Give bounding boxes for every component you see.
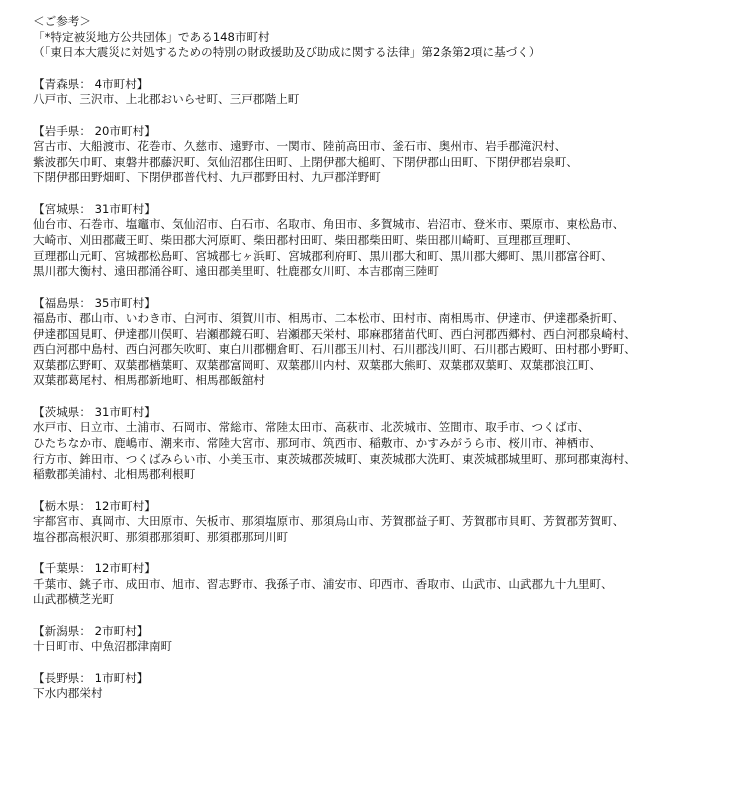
spacer [33,186,730,202]
municipality-list-line: 宮古市、大船渡市、花巻市、久慈市、遠野市、一関市、陸前高田市、釜石市、奥州市、岩手郡滝沢村、 [33,139,567,154]
municipality-list-line: 塩谷郡高根沢町、那須郡那須町、那須郡那珂川町 [33,529,289,544]
municipality-list-line: 水戸市、日立市、土浦市、石岡市、常総市、常陸太田市、高萩市、北茨城市、笠間市、取手市、つくば市、 [33,420,590,435]
prefecture-label-fukushima: 【福島県： 35市町村】 [33,295,156,310]
spacer [33,280,730,296]
spacer [33,655,730,671]
reference-heading: ＜ご参考＞ [33,14,91,28]
spacer [33,545,730,561]
municipality-list-line: 宇都宮市、真岡市、大田原市、矢板市、那須塩原市、那須烏山市、芳賀郡益子町、芳賀郡市貝町、芳賀郡芳賀町、 [33,514,625,529]
municipality-list-line: 亘理郡山元町、宮城郡松島町、宮城郡七ヶ浜町、宮城郡利府町、黒川郡大和町、黒川郡大郷町、黒川郡富谷町、 [33,248,613,263]
municipality-list-line: 西白河郡中島村、西白河郡矢吹町、東白川郡棚倉町、石川郡玉川村、石川郡浅川町、石川郡古殿町、田村郡小野町、 [33,342,636,357]
legal-basis-note: （「東日本大震災に対処するための特別の財政援助及び助成に関する法律」第2条第2項に基づく） [33,45,541,60]
municipality-list-line: 紫波郡矢巾町、東磐井郡藤沢町、気仙沼郡住田町、上閉伊郡大槌町、下閉伊郡山田町、下閉伊郡岩泉町、 [33,154,578,169]
spacer [33,108,730,124]
municipality-list-line: 行方市、鉾田市、つくばみらい市、小美玉市、東茨城郡茨城町、東茨城郡大洗町、東茨城郡城里町、那珂郡東海村、 [33,451,636,466]
prefecture-label-miyagi: 【宮城県： 31市町村】 [33,201,156,216]
spacer [33,608,730,624]
prefecture-label-tochigi: 【栃木県： 12市町村】 [33,498,156,513]
municipality-list-line: 十日町市、中魚沼郡津南町 [33,639,173,654]
municipality-list-line: 仙台市、石巻市、塩竈市、気仙沼市、白石市、名取市、角田市、多賀城市、岩沼市、登米市、栗原市、東松島市、 [33,217,625,232]
spacer [33,61,730,77]
prefecture-label-ibaraki: 【茨城県： 31市町村】 [33,404,156,419]
prefecture-label-chiba: 【千葉県： 12市町村】 [33,561,156,576]
prefecture-label-iwate: 【岩手県： 20市町村】 [33,123,156,138]
municipality-list-line: 双葉郡葛尾村、相馬郡新地町、相馬郡飯舘村 [33,373,265,388]
designated-municipalities-title: 「*特定被災地方公共団体」である148市町村 [33,29,270,44]
municipality-list-line: ひたちなか市、鹿嶋市、潮来市、常陸大宮市、那珂市、筑西市、稲敷市、かすみがうら市、桜川市、神栖市、 [33,436,602,451]
municipality-list-line: 八戸市、三沢市、上北郡おいらせ町、三戸郡階上町 [33,92,300,107]
municipality-list-line: 伊達郡国見町、伊達郡川俣町、岩瀬郡鏡石町、岩瀬郡天栄村、耶麻郡猪苗代町、西白河郡西郷村、西白河郡泉崎村、 [33,326,636,341]
spacer [33,483,730,499]
municipality-list-line: 黒川郡大衡村、遠田郡涌谷町、遠田郡美里町、牡鹿郡女川町、本吉郡南三陸町 [33,264,439,279]
spacer [33,389,730,405]
municipality-list-line: 双葉郡広野町、双葉郡楢葉町、双葉郡富岡町、双葉郡川内村、双葉郡大熊町、双葉郡双葉町、双葉郡浪江町、 [33,357,602,372]
prefecture-label-aomori: 【青森県： 4市町村】 [33,76,149,91]
prefecture-label-nagano: 【長野県： 1市町村】 [33,670,149,685]
municipality-list-line: 稲敷郡美浦村、北相馬郡利根町 [33,467,196,482]
municipality-list-line: 下水内郡栄村 [33,686,103,701]
municipality-list-line: 山武郡横芝光町 [33,592,115,607]
prefecture-label-niigata: 【新潟県： 2市町村】 [33,623,149,638]
municipality-list-line: 千葉市、銚子市、成田市、旭市、習志野市、我孫子市、浦安市、印西市、香取市、山武市、山武郡九十九里町、 [33,576,613,591]
municipality-list-line: 大崎市、刈田郡蔵王町、柴田郡大河原町、柴田郡村田町、柴田郡柴田町、柴田郡川崎町、亘理郡亘理町、 [33,232,578,247]
municipality-list-line: 下閉伊郡田野畑町、下閉伊郡普代村、九戸郡野田村、九戸郡洋野町 [33,170,381,185]
municipality-list-line: 福島市、郡山市、いわき市、白河市、須賀川市、相馬市、二本松市、田村市、南相馬市、伊達市、伊達郡桑折町、 [33,311,625,326]
